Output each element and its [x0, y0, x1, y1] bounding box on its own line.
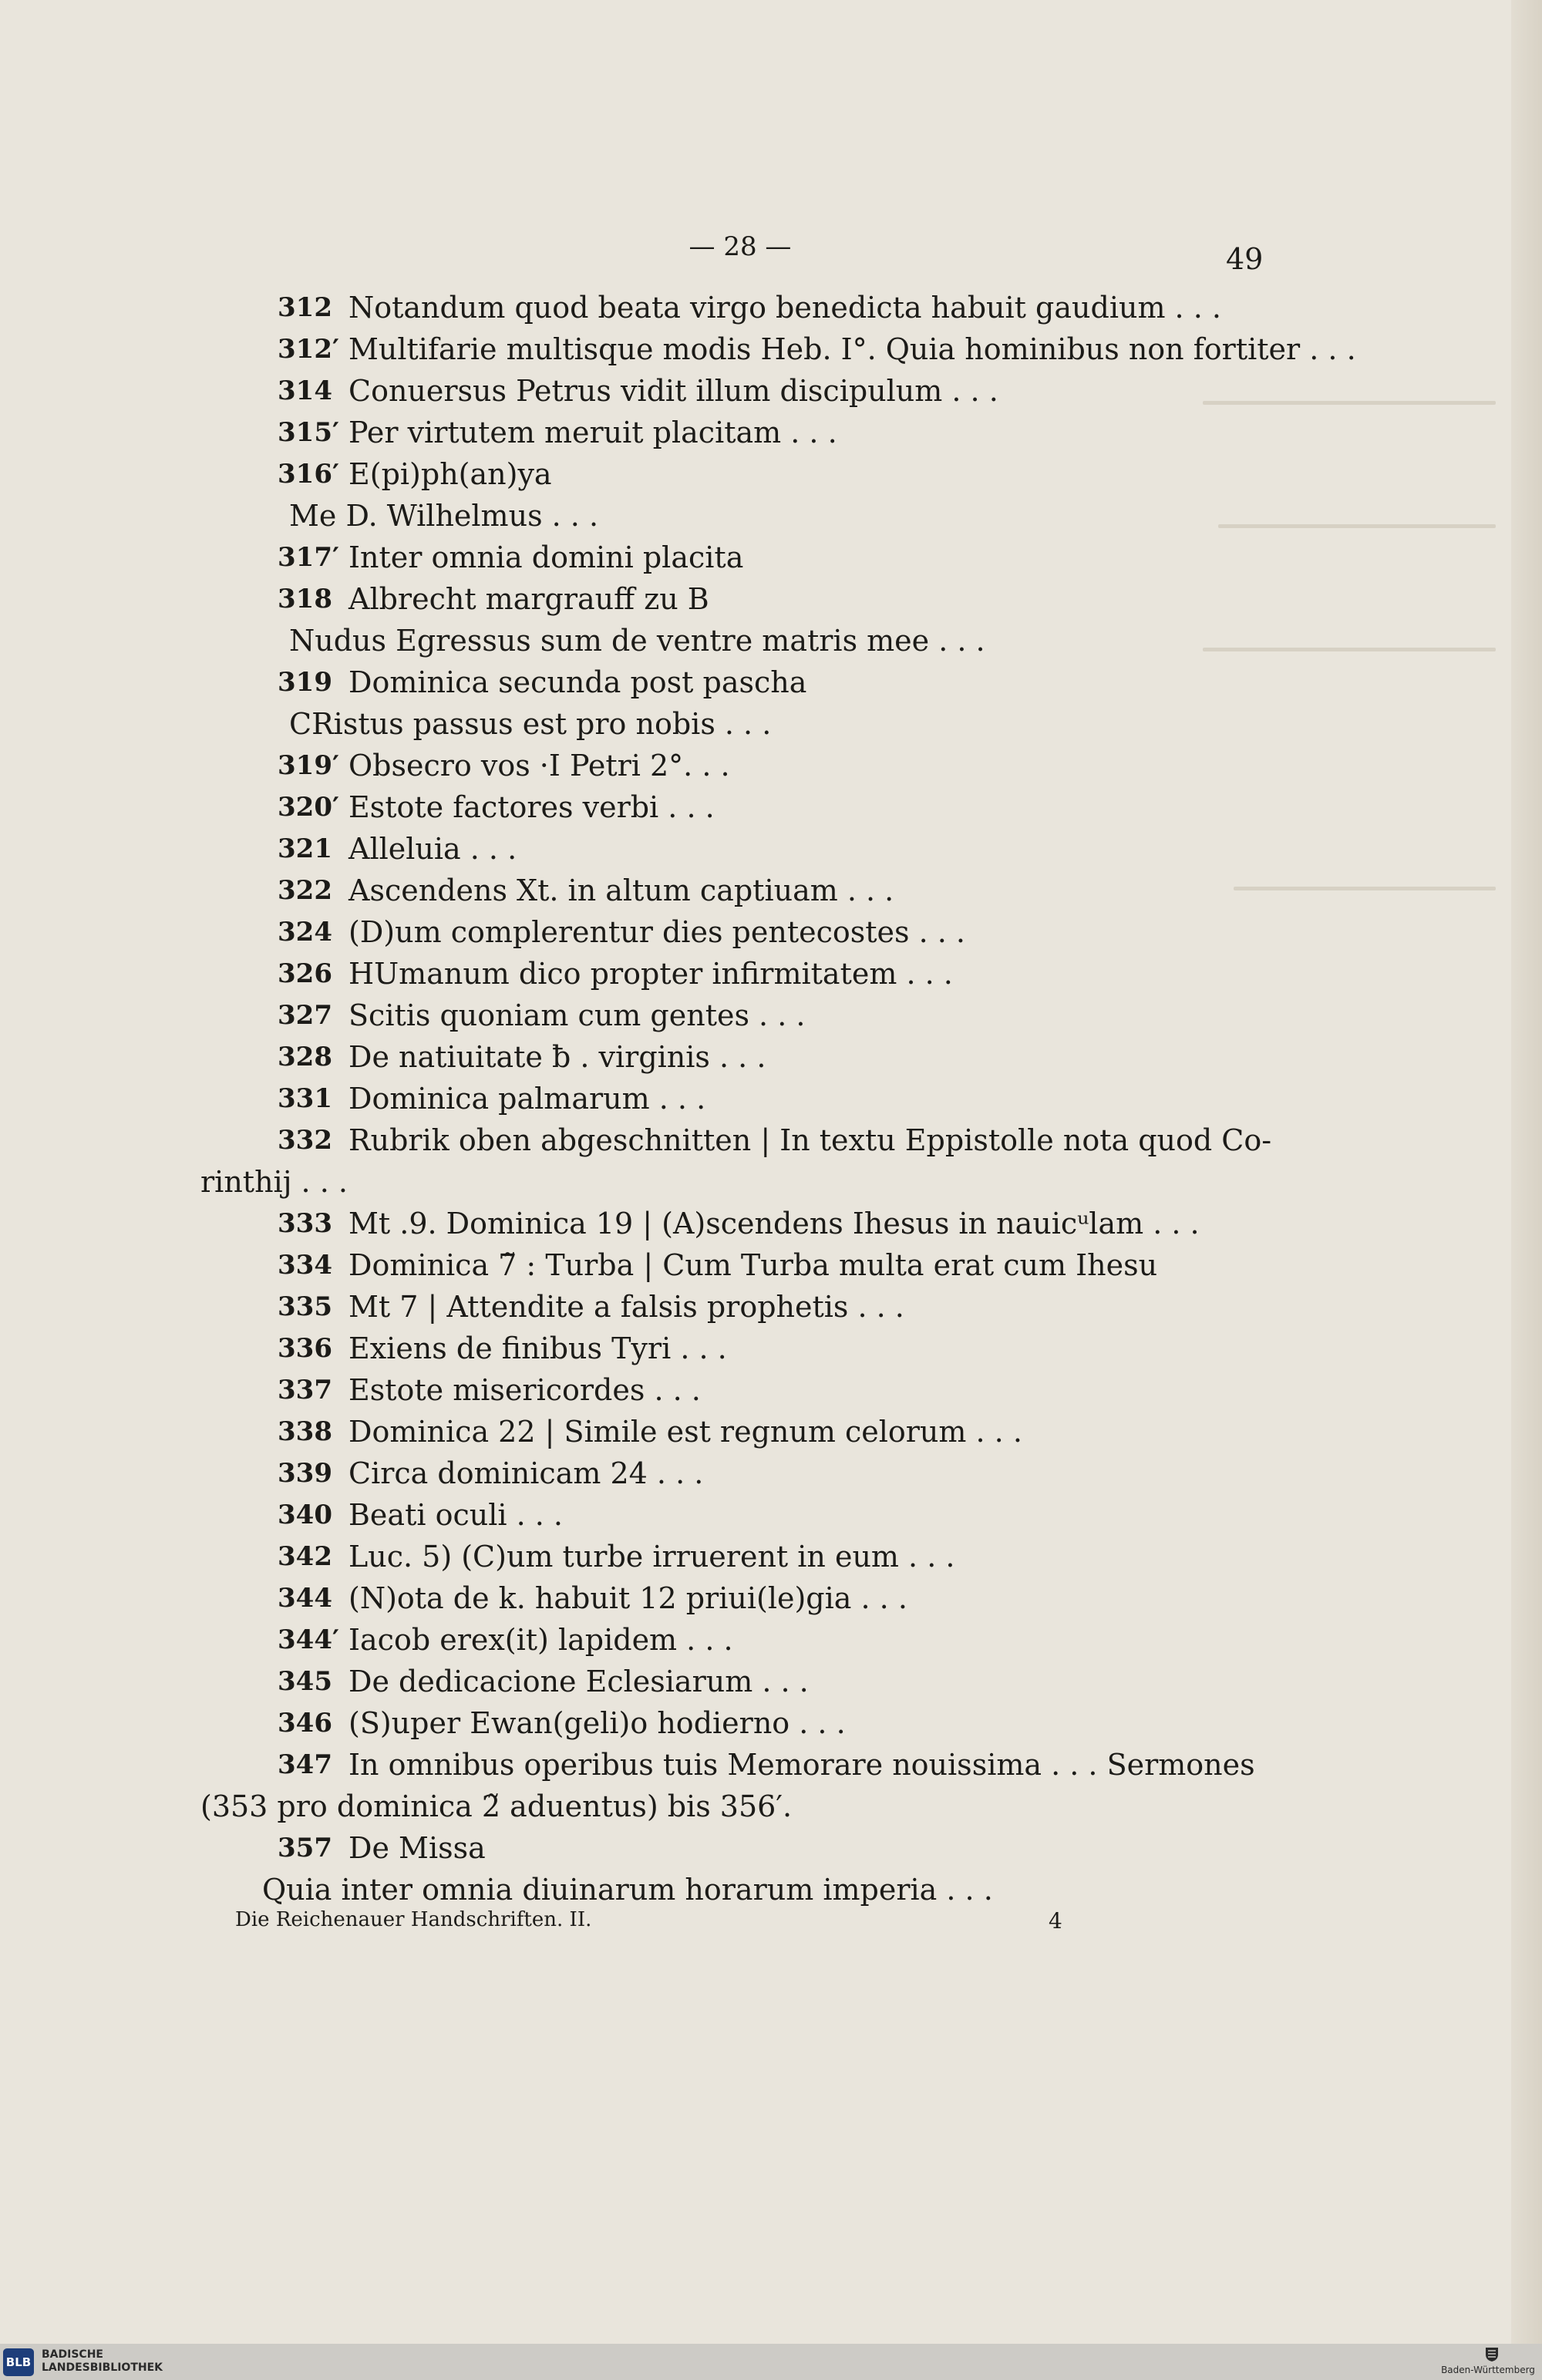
entry-line	[185, 578, 1264, 620]
entry-line	[185, 1286, 1264, 1328]
entry-number: 327	[278, 1000, 332, 1031]
folio-number: 49	[1226, 242, 1264, 276]
entry-number: 324	[278, 917, 332, 948]
entry-text: Mt 7 | Attendite a falsis prophetis . . .	[348, 1290, 904, 1324]
entry-text: Me D. Wilhelmus . . .	[289, 499, 599, 533]
entry-text: Estote factores verbi . . .	[348, 790, 715, 824]
crest-icon	[1484, 2346, 1500, 2363]
entry-text: (S)uper Ewan(geli)o hodierno . . .	[348, 1706, 846, 1740]
entry-text: Obsecro vos ·I Petri 2°. . .	[348, 749, 730, 783]
entry-number: 344	[278, 1583, 332, 1614]
entry-text: Ascendens Xt. in altum captiuam . . .	[348, 874, 894, 907]
entry-text: Beati oculi . . .	[348, 1498, 563, 1532]
entry-number: 315′	[278, 417, 339, 448]
entry-text: Nudus Egressus sum de ventre matris mee . . .	[289, 624, 985, 658]
entry-text: Circa dominicam 24 . . .	[348, 1456, 704, 1490]
entry-text: (D)um complerentur dies pentecostes . . .	[348, 915, 965, 949]
show-through-line	[1234, 887, 1496, 890]
viewer-bottom-bar	[0, 2344, 1542, 2380]
entry-text: Multifarie multisque modis Heb. I°. Quia hominibus non fortiter . . .	[348, 332, 1356, 366]
entry-number: 346	[278, 1708, 332, 1739]
entry-line	[185, 1244, 1264, 1286]
entry-number: 316′	[278, 459, 339, 490]
entry-text: Iacob erex(it) lapidem . . .	[348, 1623, 733, 1657]
entry-number: 342	[278, 1541, 332, 1572]
entry-line	[185, 495, 1264, 537]
library-name[interactable]	[42, 2348, 211, 2375]
entry-line	[185, 911, 1264, 953]
entry-number: 312′	[278, 334, 339, 365]
entry-text: HUmanum dico propter infirmitatem . . .	[348, 957, 953, 991]
entry-line	[185, 995, 1264, 1036]
entry-line	[185, 1328, 1264, 1369]
entry-line	[185, 953, 1264, 995]
adjacent-page-edge	[1511, 0, 1542, 2344]
entry-line	[185, 1411, 1264, 1453]
entry-number: 344′	[278, 1624, 339, 1655]
entry-text: Dominica 7̃ : Turba | Cum Turba multa erat cum Ihesu	[348, 1248, 1158, 1282]
entry-text: Exiens de finibus Tyri . . .	[348, 1331, 727, 1365]
entry-line	[185, 1036, 1264, 1078]
library-name-line: LANDESBIBLIOTHEK	[42, 2361, 163, 2374]
entry-continuation: (353 pro dominica 2̃ aduentus) bis 356′.	[200, 1789, 793, 1823]
entry-line	[185, 412, 1264, 453]
entry-text: Per virtutem meruit placitam . . .	[348, 416, 837, 449]
entry-number: 336	[278, 1333, 332, 1364]
entry-number: 332	[278, 1125, 332, 1156]
entry-number: 339	[278, 1458, 332, 1489]
entry-text: E(pi)ph(an)ya	[348, 457, 552, 491]
entry-number: 326	[278, 958, 332, 989]
entry-text: Conuersus Petrus vidit illum discipulum . . .	[348, 374, 998, 408]
entry-number: 347	[278, 1749, 332, 1780]
entry-continuation: rinthij . . .	[200, 1165, 348, 1199]
entry-number: 320′	[278, 792, 339, 823]
entry-number: 312	[278, 292, 332, 323]
entry-number: 319	[278, 667, 332, 698]
entry-number: 345	[278, 1666, 332, 1697]
page-header	[0, 231, 1542, 276]
entry-line	[185, 1702, 1264, 1744]
entry-text: (N)ota de k. habuit 12 priui(le)gia . . .	[348, 1581, 907, 1615]
entry-text: Notandum quod beata virgo benedicta habuit gaudium . . .	[348, 291, 1221, 325]
page-number: — 28 —	[689, 231, 792, 262]
entry-text: Dominica palmarum . . .	[348, 1082, 706, 1116]
entry-text: Quia inter omnia diuinarum horarum imperia . . .	[262, 1873, 993, 1907]
entry-text: De dedicacione Eclesiarum . . .	[348, 1665, 809, 1698]
entry-line	[185, 703, 1264, 745]
sheet-number: 4	[1049, 1908, 1062, 1934]
signature-mark: Die Reichenauer Handschriften. II.	[235, 1908, 592, 1931]
entry-text: CRistus passus est pro nobis . . .	[289, 707, 772, 741]
entry-line	[185, 1577, 1264, 1619]
entry-text: In omnibus operibus tuis Memorare nouissima . . . Sermones	[348, 1748, 1255, 1782]
entry-number: 337	[278, 1375, 332, 1405]
entry-line	[185, 786, 1264, 828]
entry-text: Rubrik oben abgeschnitten | In textu Eppistolle nota quod Co-	[348, 1123, 1272, 1157]
entry-line	[185, 870, 1264, 911]
entry-line	[185, 661, 1264, 703]
entry-number: 333	[278, 1208, 332, 1239]
entry-text: Luc. 5) (C)um turbe irruerent in eum . . .	[348, 1540, 955, 1574]
entry-line	[185, 1119, 1272, 1203]
entry-text: Alleluia . . .	[348, 832, 517, 866]
entry-text: Dominica 22 | Simile est regnum celorum . . .	[348, 1415, 1022, 1449]
entry-line	[185, 1869, 1264, 1910]
entry-line	[185, 287, 1264, 328]
entry-line	[185, 1494, 1264, 1536]
entry-text: Estote misericordes . . .	[348, 1373, 701, 1407]
entry-line	[185, 370, 1264, 412]
entry-number: 331	[278, 1083, 332, 1114]
entry-line	[185, 1619, 1264, 1661]
entry-number: 321	[278, 833, 332, 864]
entry-number: 328	[278, 1042, 332, 1072]
entry-text: De Missa	[348, 1831, 486, 1865]
entry-number: 357	[278, 1833, 332, 1863]
entry-number: 322	[278, 875, 332, 906]
entry-line	[185, 1827, 1264, 1869]
entry-line	[185, 1661, 1264, 1702]
entry-text: Inter omnia domini placita	[348, 540, 744, 574]
entry-number: 314	[278, 375, 332, 406]
library-logo[interactable]: BLB	[3, 2348, 34, 2376]
entry-text: Mt .9. Dominica 19 | (A)scendens Ihesus in nauicᵘlam . . .	[348, 1207, 1200, 1240]
entry-number: 319′	[278, 750, 339, 781]
entry-line	[185, 328, 1356, 370]
entry-line	[185, 745, 1264, 786]
entry-number: 338	[278, 1416, 332, 1447]
manuscript-entry-list	[185, 287, 1356, 1910]
entry-line	[185, 1369, 1264, 1411]
entry-number: 318	[278, 584, 332, 614]
entry-text: Dominica secunda post pascha	[348, 665, 807, 699]
entry-line	[185, 1453, 1264, 1494]
entry-line	[185, 828, 1264, 870]
entry-text: De natiuitate ƀ . virginis . . .	[348, 1040, 766, 1074]
partner-label: Baden-Württemberg	[1441, 2365, 1535, 2375]
entry-text: Albrecht margrauff zu B	[348, 582, 709, 616]
library-name-line: BADISCHE	[42, 2348, 103, 2361]
entry-number: 340	[278, 1500, 332, 1530]
entry-number: 334	[278, 1250, 332, 1281]
entry-line	[185, 1078, 1264, 1119]
entry-line	[185, 1203, 1264, 1244]
entry-line	[185, 537, 1264, 578]
entry-number: 317′	[278, 542, 339, 573]
entry-line	[185, 620, 1264, 661]
entry-number: 335	[278, 1291, 332, 1322]
entry-line	[185, 1536, 1264, 1577]
entry-line	[185, 453, 1264, 495]
entry-text: Scitis quoniam cum gentes . . .	[348, 998, 806, 1032]
entry-line	[185, 1744, 1264, 1827]
